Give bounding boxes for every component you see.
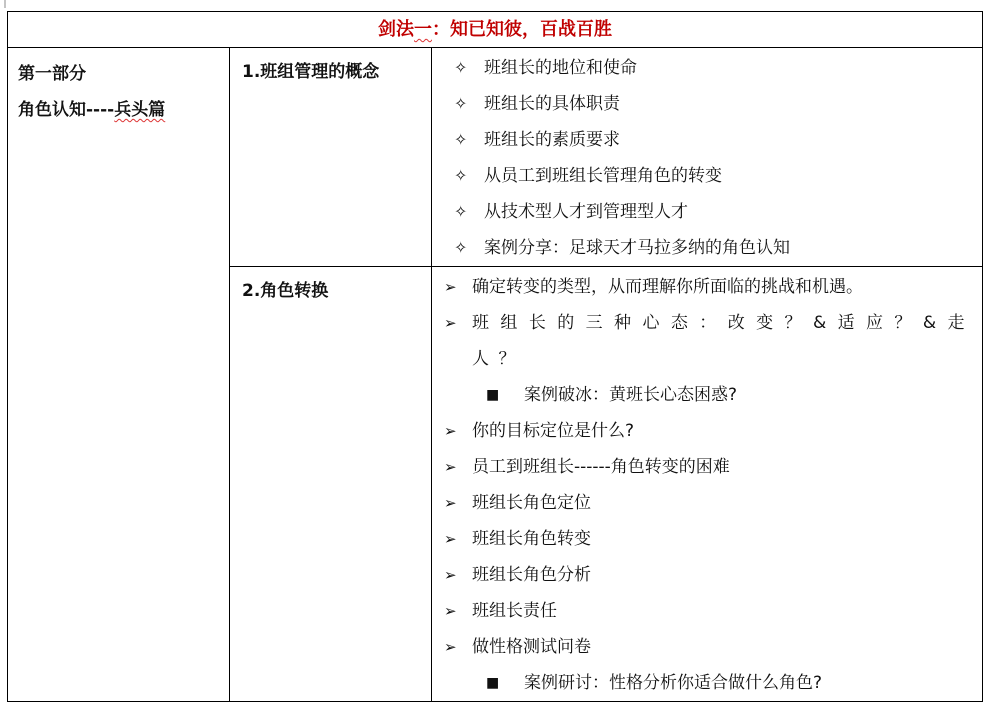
square-bullet-icon: ■ [486,387,500,403]
list-item: ✧ 案例分享：足球天才马拉多纳的角色认知 [442,230,974,266]
list-item: ✧ 从技术型人才到管理型人才 [442,194,974,230]
list-item: ➢ 班组长的三种心态：改变？&适应？&走人？ [442,305,974,377]
diamond-star-icon: ✧ [454,166,468,185]
section2-label: 2.角色转换 [242,281,329,301]
sub-list-item: ■ 案例破冰：黄班长心态困惑? [442,377,974,413]
section2-topic-cell [230,267,432,702]
list-item: ✧ 班组长的地位和使命 [442,50,974,86]
list-item: ✧ 从员工到班组长管理角色的转变 [442,158,974,194]
arrow-bullet-icon: ➢ [444,422,457,440]
list-item: ➢ 确定转变的类型，从而理解你所面临的挑战和机遇。 [442,269,974,305]
list-item: ➢ 你的目标定位是什么? [442,413,974,449]
square-bullet-icon: ■ [486,675,500,691]
section1-items-cell [432,48,983,267]
diamond-star-icon: ✧ [454,202,468,221]
title-row [8,12,983,48]
arrow-bullet-icon: ➢ [444,314,457,332]
list-item: ✧ 班组长的具体职责 [442,86,974,122]
arrow-bullet-icon: ➢ [444,494,457,512]
arrow-bullet-icon: ➢ [444,602,457,620]
arrow-bullet-icon: ➢ [444,638,457,656]
arrow-bullet-icon: ➢ [444,566,457,584]
diamond-star-icon: ✧ [454,94,468,113]
training-outline-table [7,11,983,702]
part-number: 第一部分 [18,64,86,84]
diamond-star-icon: ✧ [454,130,468,149]
list-item: ✧ 班组长的素质要求 [442,122,974,158]
arrow-bullet-icon: ➢ [444,458,457,476]
list-item: ➢ 班组长责任 [442,593,974,629]
sub-list-item: ■ 案例研讨：性格分析你适合做什么角色? [442,665,974,701]
diamond-star-icon: ✧ [454,58,468,77]
list-item: ➢ 班组长角色转变 [442,521,974,557]
arrow-bullet-icon: ➢ [444,278,457,296]
section1-row [8,48,983,267]
page-corner-mark [0,0,8,8]
arrow-bullet-icon: ➢ [444,530,457,548]
list-item: ➢ 员工到班组长------角色转变的困难 [442,449,974,485]
section1-topic-cell [230,48,432,267]
part-cell [8,48,230,702]
part-subtitle: 角色认知----兵头篇 [18,100,166,120]
title-cell [8,12,983,48]
section2-items-cell [432,267,983,702]
list-item: ➢ 做性格测试问卷 [442,629,974,665]
section1-label: 1.班组管理的概念 [242,62,380,82]
list-item: ➢ 班组长角色分析 [442,557,974,593]
list-item: ➢ 班组长角色定位 [442,485,974,521]
table-title: 剑法一：知已知彼，百战百胜 [378,19,612,40]
diamond-star-icon: ✧ [454,238,468,257]
